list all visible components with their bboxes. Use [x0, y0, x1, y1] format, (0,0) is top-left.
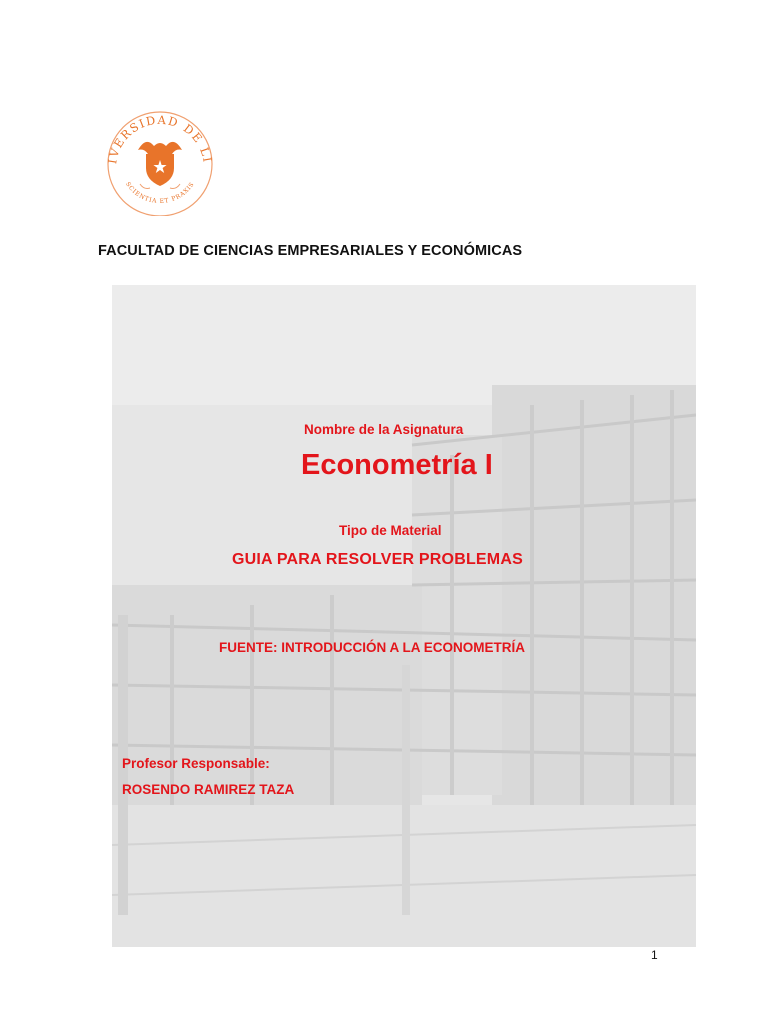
svg-text:SCIENTIA ET PRAXIS: SCIENTIA ET PRAXIS: [124, 180, 196, 206]
professor-name: ROSENDO RAMIREZ TAZA: [122, 782, 295, 797]
faculty-heading: FACULTAD DE CIENCIAS EMPRESARIALES Y ECONÓMICAS: [98, 243, 523, 259]
material-type-label: Tipo de Material: [339, 523, 442, 538]
cover-panel: [112, 285, 696, 947]
svg-text:UNIVERSIDAD DE LIMA: IVERSIDAD DE LI: [105, 112, 215, 165]
subject-label: Nombre de la Asignatura: [304, 422, 464, 437]
building-photo-background: [112, 285, 696, 947]
source-line: FUENTE: INTRODUCCIÓN A LA ECONOMETRÍA: [219, 640, 525, 655]
page-number: 1: [651, 948, 658, 962]
professor-label: Profesor Responsable:: [122, 756, 270, 771]
subject-title: Econometría I: [301, 449, 493, 481]
material-type: GUIA PARA RESOLVER PROBLEMAS: [232, 551, 523, 568]
university-logo: [100, 106, 220, 216]
